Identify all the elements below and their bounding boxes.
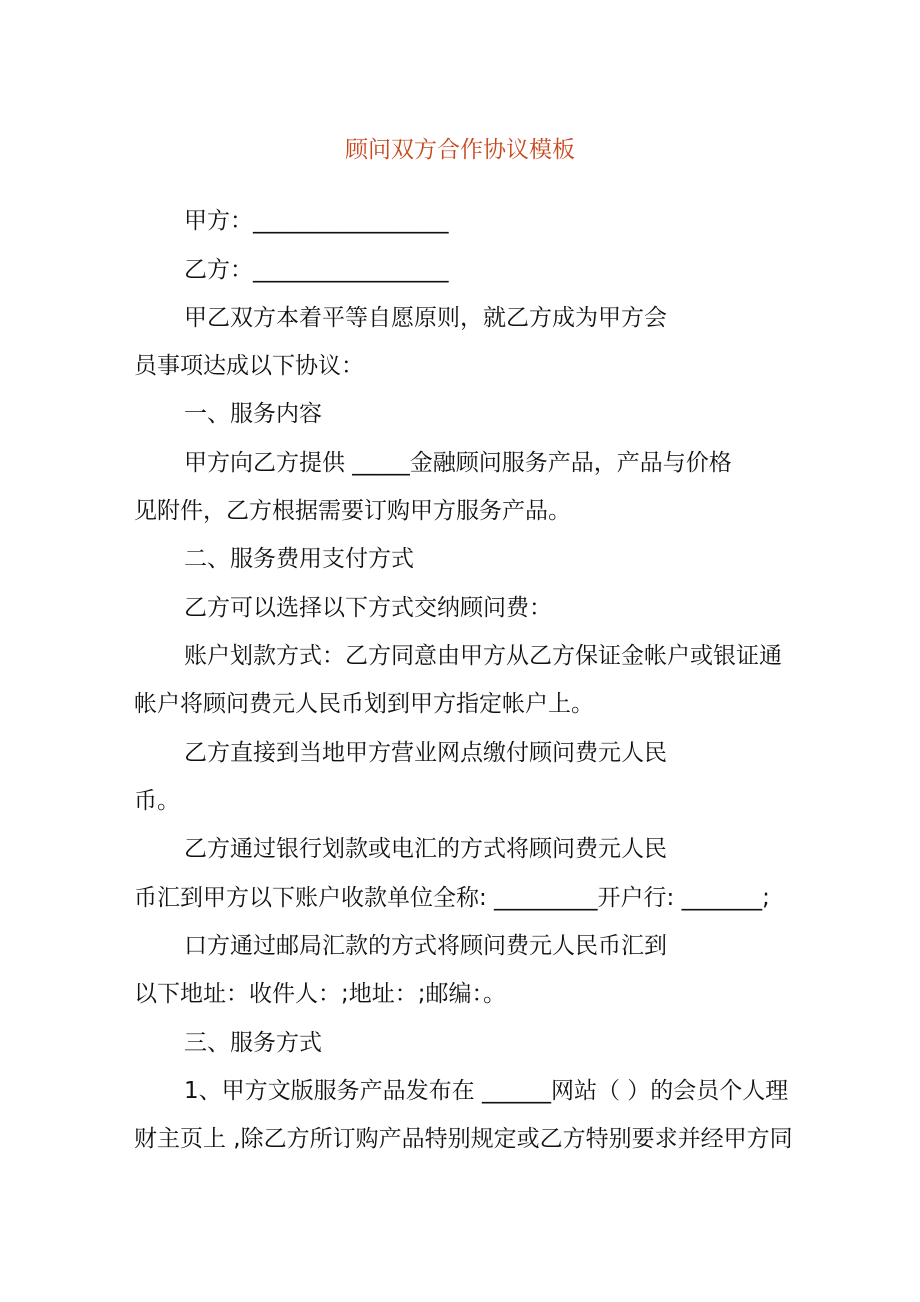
service-method-line-2: 财主页上 ,除乙方所订购产品特别规定或乙方特别要求并经甲方同	[134, 1126, 793, 1152]
party-a-line: 甲方：_________________	[184, 208, 449, 234]
party-b-line: 乙方：_________________	[184, 257, 449, 283]
bank-transfer-line-2: 币汇到甲方以下账户收款单位全称: _________开户行: _______;	[134, 885, 770, 911]
section-heading-service-content: 一、服务内容	[184, 401, 322, 427]
intro-paragraph-line-2: 员事项达成以下协议：	[134, 353, 364, 379]
service-method-line-1: 1、甲方文版服务产品发布在 ______网站（ ）的会员个人理	[184, 1078, 789, 1104]
document-title: 顾问双方合作协议模板	[345, 137, 575, 163]
account-transfer-line-1: 账户划款方式：乙方同意由甲方从乙方保证金帐户或银证通	[184, 643, 782, 669]
postal-remittance-line-2: 以下地址：收件人：;地址：;邮编：。	[134, 981, 506, 1007]
service-content-line-2: 见附件，乙方根据需要订购甲方服务产品。	[134, 498, 571, 524]
section-heading-service-method: 三、服务方式	[184, 1030, 322, 1056]
postal-remittance-line-1: 口方通过邮局汇款的方式将顾问费元人民币汇到	[184, 933, 667, 959]
payment-intro-line: 乙方可以选择以下方式交纳顾问费：	[184, 595, 552, 621]
section-heading-payment: 二、服务费用支付方式	[184, 546, 414, 572]
bank-transfer-line-1: 乙方通过银行划款或电汇的方式将顾问费元人民	[184, 836, 667, 862]
intro-paragraph-line-1: 甲乙双方本着平等自愿原则，就乙方成为甲方会	[184, 305, 667, 331]
service-content-line-1: 甲方向乙方提供 _____金融顾问服务产品，产品与价格	[184, 450, 732, 476]
account-transfer-line-2: 帐户将顾问费元人民币划到甲方指定帐户上。	[134, 691, 594, 717]
direct-payment-line-1: 乙方直接到当地甲方营业网点缴付顾问费元人民	[184, 740, 667, 766]
direct-payment-line-2: 币。	[134, 788, 180, 814]
